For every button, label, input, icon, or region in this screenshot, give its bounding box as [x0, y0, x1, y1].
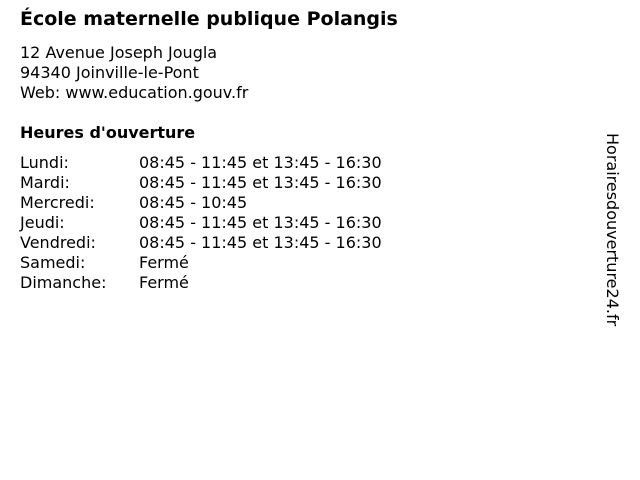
address-city: 94340 Joinville-le-Pont [20, 63, 199, 82]
site-watermark: Horairesdouverture24.fr [603, 133, 622, 327]
hours-row-thursday [20, 213, 382, 233]
time-value: 08:45 - 11:45 et 13:45 - 16:30 [139, 233, 382, 252]
hours-row-saturday [20, 253, 382, 273]
time-value: Fermé [139, 253, 189, 272]
time-value: 08:45 - 10:45 [139, 193, 248, 212]
day-label: Jeudi: [20, 213, 65, 232]
day-label: Mardi: [20, 173, 70, 192]
day-label: Mercredi: [20, 193, 95, 212]
address-block [20, 43, 248, 103]
hours-row-friday [20, 233, 382, 253]
day-label: Samedi: [20, 253, 86, 272]
hours-row-sunday [20, 273, 382, 293]
hours-row-monday [20, 153, 382, 173]
day-label: Vendredi: [20, 233, 96, 252]
page-title: École maternelle publique Polangis [20, 8, 398, 30]
address-street: 12 Avenue Joseph Jougla [20, 43, 218, 62]
hours-table [20, 153, 382, 293]
hours-row-wednesday [20, 193, 382, 213]
day-label: Dimanche: [20, 273, 107, 292]
time-value: 08:45 - 11:45 et 13:45 - 16:30 [139, 213, 382, 232]
time-value: Fermé [139, 273, 189, 292]
website-link[interactable]: Web: www.education.gouv.fr [20, 83, 249, 102]
hours-heading: Heures d'ouverture [20, 123, 196, 142]
day-label: Lundi: [20, 153, 69, 172]
time-value: 08:45 - 11:45 et 13:45 - 16:30 [139, 153, 382, 172]
hours-row-tuesday [20, 173, 382, 193]
time-value: 08:45 - 11:45 et 13:45 - 16:30 [139, 173, 382, 192]
